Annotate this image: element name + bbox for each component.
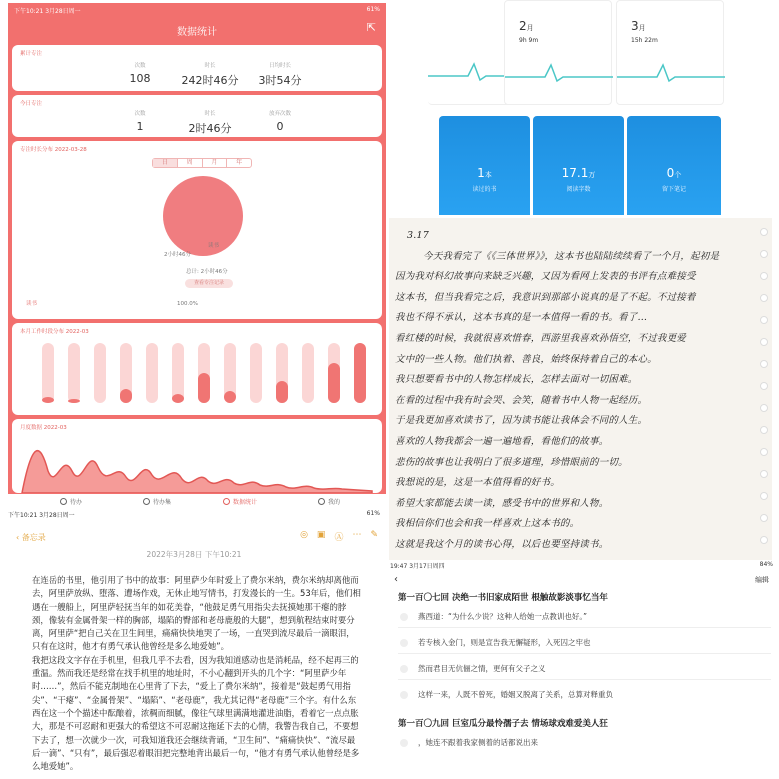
status-battery: 84% xyxy=(759,561,773,568)
handwritten-line: 在看的过程中我有时会哭、会笑，随着书中人物一起经历。 xyxy=(395,394,648,406)
tab-todo-set[interactable] xyxy=(143,494,171,508)
item-text: ，她连不跟着我家侧着的话都说出来 xyxy=(418,738,538,747)
bar-track xyxy=(94,343,106,403)
count-label: 次数 xyxy=(134,63,146,69)
bar xyxy=(276,381,288,403)
handwritten-line: 今天我看完了《《三体世界》》，这本书也陆陆续续看了一个月，起初是 xyxy=(423,250,720,262)
monthly-bar-chart xyxy=(12,335,382,415)
status-left xyxy=(8,510,75,519)
yearly-card xyxy=(12,419,382,493)
handwritten-line: 看红楼的时候，我就很喜欢惜春，西游里我喜欢孙悟空，不过我更爱 xyxy=(395,332,687,344)
range-month[interactable]: 月 xyxy=(203,159,228,167)
bar xyxy=(224,391,236,403)
tile-unit: 本 xyxy=(484,171,492,179)
status-battery: 61% xyxy=(366,6,380,13)
tab-label: 待办 xyxy=(70,498,83,506)
mini-sub: 9h 9m xyxy=(519,37,539,44)
mini-card-mar xyxy=(616,0,724,105)
more-icon[interactable]: ⋯ xyxy=(352,530,362,540)
binder-ring xyxy=(760,382,768,390)
count-value: 108 xyxy=(129,72,151,85)
binder-ring xyxy=(760,360,768,368)
tile-label: 阅读字数 xyxy=(566,186,591,193)
tile-num: 0 xyxy=(666,166,675,180)
tab-stats[interactable] xyxy=(223,494,257,508)
tile-unit: 万 xyxy=(588,171,596,179)
binder-ring xyxy=(760,228,768,236)
bar xyxy=(328,363,340,403)
handwritten-line: 希望大家都能去读一读，感受书中的世界和人物。 xyxy=(395,497,609,509)
cumulative-card xyxy=(12,45,382,91)
today-card xyxy=(12,95,382,137)
back-icon[interactable]: ‹ xyxy=(394,574,398,585)
camera-icon[interactable]: ▣ xyxy=(316,530,326,540)
mini-unit: 月 xyxy=(638,24,646,32)
card-title: 月度数据 2022-03 xyxy=(20,425,67,431)
quote-icon xyxy=(400,739,408,747)
markup-icon[interactable]: Ⓐ xyxy=(334,533,344,543)
tile-num: 17.1 xyxy=(561,166,589,180)
share-icon[interactable]: ⇱ xyxy=(366,21,376,34)
bar xyxy=(42,397,54,403)
status-time: 19:47 xyxy=(390,563,408,570)
distribution-card xyxy=(12,141,382,319)
binder-ring xyxy=(760,536,768,544)
binder-ring xyxy=(760,404,768,412)
handwritten-line: 喜欢的人物我都会一遍一遍地看，看他们的故事。 xyxy=(395,435,609,447)
handwritten-line: 这就是我这个月的读书心得，以后也要坚持读书。 xyxy=(395,538,609,550)
mini-num: 3 xyxy=(631,19,639,33)
range-selector[interactable] xyxy=(152,158,252,168)
binder-ring xyxy=(760,272,768,280)
binder-ring xyxy=(760,470,768,478)
bar xyxy=(198,373,210,403)
mini-num: 2 xyxy=(519,19,527,33)
status-left xyxy=(390,561,445,570)
tile-label: 读过的书 xyxy=(472,186,497,193)
item-text: 燕西道：“为什么少说？这种人给她一点教训也好。” xyxy=(418,612,588,621)
handwritten-line: 于是我更加喜欢读书了，因为读书能让我体会不同的人生。 xyxy=(395,415,648,427)
bar-track xyxy=(42,343,54,403)
binder-ring xyxy=(760,448,768,456)
pie-value-label: 2小时46分 xyxy=(164,252,191,258)
range-year[interactable]: 年 xyxy=(236,159,243,166)
daily-label: 日均时长 xyxy=(268,63,291,69)
page-title: 数据统计 xyxy=(177,27,217,38)
total-label: 总计: 2小时46分 xyxy=(186,269,228,275)
note-body[interactable] xyxy=(32,574,362,773)
checklist-icon[interactable]: ◎ xyxy=(300,530,308,540)
mini-sub: 15h 22m xyxy=(631,37,658,44)
note-date: 2022年3月28日 下午10:21 xyxy=(146,550,242,559)
back-button[interactable]: ‹ 备忘录 xyxy=(16,533,46,542)
binder-ring xyxy=(760,294,768,302)
trend-line xyxy=(505,61,613,85)
duration-value: 242时46分 xyxy=(181,74,239,87)
monthly-card xyxy=(12,323,382,415)
card-title: 今日专注 xyxy=(20,101,43,107)
legend-item: 读书 xyxy=(26,301,38,307)
handwritten-line: 因为我对科幻故事向来缺乏兴趣，又因为看网上发表的书评有点难接受 xyxy=(395,271,696,283)
handwritten-line: 我想说的是，这是一本值得看的好书。 xyxy=(395,477,560,489)
bar xyxy=(172,394,184,403)
paragraph: 我把这段文字存在手机里，但我几乎不去看，因为我知道感动也是消耗品，经不起再三的重温。然而我还是经常在找手机里的地址时，不小心翻到开头的几个字：“阿里萨少年时……”，然后不能克制地在心里背了下去，“爱上了费尔米纳”，接着是“鼓起勇气用指尖”、“干瘪”、“金属骨架”、“塌陷”、“老母鹿”，我尤其记得“老母鹿”三个字。有什么东西在这一个个描述中酝酿着，浓稠而细腻，像往气球里满满地灌进油脂，看着它一点点胀大，那是不可忍耐和更强大的希望这不可忍耐这拖延下去的心情，我警告我自己，不要想下去了，想一次就少一次，可我知道我还会继续背诵，“卫生间”、“痛痛快快”、“流尽最后一滴”、“只有”，最后强忍着眼泪把完整地背出最后一句，“他才有勇气承认他曾经是多么地爱她”。 xyxy=(32,654,360,772)
tab-label: 待办集 xyxy=(153,498,172,506)
divider xyxy=(398,627,771,628)
handwritten-note-photo xyxy=(389,218,772,560)
bar xyxy=(120,389,132,403)
paragraph: 在连岳的书里，他引用了书中的故事：阿里萨少年时爱上了费尔米纳，费尔米纳却离他而去，阿里萨放纵、堕落、遭场作戏，无休止地写情书，打发漫长的一生。53年后，他们相遇在一艘船上，阿里萨轻抚当年的如花美眷，“他鼓足勇气用指尖去抚摸她那干瘪的脖颈，像装有金属骨架一样的胸部，塌陷的臀部和老母鹿般的大腿”，想到航程结束时要分离，阿里萨“把自己关在卫生间里，痛痛快快地哭了一场，一直哭到流尽最后一滴眼泪，只有在这时，他才有勇气承认他曾经是多么地爱她”。 xyxy=(32,575,361,652)
status-battery: 61% xyxy=(366,510,380,517)
bar xyxy=(354,343,366,403)
handwritten-line: 文中的一些人物。他们执着、善良，始终保持着自己的本心。 xyxy=(395,353,657,365)
quote-icon xyxy=(400,639,408,647)
handwritten-line: 我也不得不承认，这本书真的是一本值得一看的书。看了… xyxy=(395,312,648,324)
handwriting xyxy=(395,230,740,560)
bar xyxy=(68,399,80,403)
binder-ring xyxy=(760,250,768,258)
duration-value: 2时46分 xyxy=(188,122,232,135)
notes-screen xyxy=(0,510,388,779)
note-date: 3.17 xyxy=(407,230,429,241)
handwritten-line: 这本书，但当我看完之后，我意识到那部小说真的是了不起。不过接着 xyxy=(395,291,696,303)
status-bar xyxy=(8,3,386,15)
tile-label: 留下笔记 xyxy=(661,186,686,193)
compose-icon[interactable]: ✎ xyxy=(370,530,378,540)
reading-stats-screen xyxy=(388,0,779,215)
chapter-title: 第一百〇七回 决绝一书旧家成陌世 根触故影淡事忆当年 xyxy=(398,593,608,603)
abandon-label: 放弃次数 xyxy=(268,111,291,117)
bar-track xyxy=(146,343,158,403)
binder-ring xyxy=(760,492,768,500)
handwritten-line: 悲伤的故事也让我明白了很多道理，珍惜眼前的一切。 xyxy=(395,456,628,468)
handwritten-line: 我只想要看书中的人物怎样成长，怎样去面对一切困难。 xyxy=(395,374,638,386)
back-label: 备忘录 xyxy=(21,533,46,542)
mini-card-feb xyxy=(504,0,612,105)
tile-unit: 个 xyxy=(674,171,682,179)
toolbar xyxy=(300,530,378,543)
list-item[interactable] xyxy=(400,663,546,674)
trend-line xyxy=(617,61,725,85)
bar-track xyxy=(250,343,262,403)
notes-tile[interactable] xyxy=(627,116,721,215)
list-item[interactable] xyxy=(400,611,587,622)
legend-percent: 100.0% xyxy=(177,301,198,307)
list-icon xyxy=(60,498,67,505)
divider xyxy=(398,653,771,654)
handwritten-line xyxy=(395,556,740,561)
grid-icon xyxy=(143,498,150,505)
abandon-value: 0 xyxy=(276,120,284,133)
binder-ring xyxy=(760,338,768,346)
pomodoro-stats-screen xyxy=(8,3,386,508)
duration-label: 时长 xyxy=(204,63,216,69)
bar-track xyxy=(68,343,80,403)
tab-label: 我的 xyxy=(328,498,341,506)
status-time: 下午10:21 xyxy=(8,512,38,519)
duration-label: 时长 xyxy=(204,111,216,117)
words-read-tile[interactable] xyxy=(533,116,624,215)
binder-ring xyxy=(760,426,768,434)
quote-icon xyxy=(400,665,408,673)
mini-unit: 月 xyxy=(526,24,534,32)
pie-chart xyxy=(162,175,244,257)
count-label: 次数 xyxy=(134,111,146,117)
daily-value: 3时54分 xyxy=(258,74,302,87)
list-item[interactable] xyxy=(400,689,613,700)
books-read-tile[interactable] xyxy=(439,116,530,215)
card-title: 累计专注 xyxy=(20,51,43,57)
list-item[interactable] xyxy=(400,637,591,648)
binder-ring xyxy=(760,514,768,522)
status-date: 3月28日周一 xyxy=(39,512,75,519)
edit-button[interactable]: 编辑 xyxy=(755,576,769,584)
status-date: 3月28日周一 xyxy=(45,8,81,15)
tab-mine[interactable] xyxy=(318,494,340,508)
monthly-area-chart xyxy=(12,431,382,493)
binder-ring xyxy=(760,316,768,324)
book-notes-screen xyxy=(390,561,779,779)
handwritten-line: 我相信你们也会和我一样喜欢上这本书的。 xyxy=(395,518,580,530)
tile-num: 1 xyxy=(477,166,485,180)
quote-icon xyxy=(400,613,408,621)
item-text: 然而君目无伉俪之情，更何有父子之义 xyxy=(418,664,546,673)
tab-todo[interactable] xyxy=(60,494,82,508)
bar-track xyxy=(302,343,314,403)
quote-icon xyxy=(400,691,408,699)
count-value: 1 xyxy=(136,120,144,133)
range-week[interactable]: 周 xyxy=(178,159,203,167)
chapter-title: 第一百〇九回 巨室瓜分最怜孺子去 情场球戏难爱美人狂 xyxy=(398,719,608,729)
pie-icon xyxy=(223,498,230,505)
item-text: 这样一来，人既不曾死，婚姻又脱离了关系，总算对释重负 xyxy=(418,690,613,699)
user-icon xyxy=(318,498,325,505)
view-records-button[interactable]: 查看专注记录 xyxy=(185,279,233,288)
divider xyxy=(398,679,771,680)
tab-label: 数据统计 xyxy=(233,498,258,506)
list-item[interactable] xyxy=(400,737,538,748)
status-time: 下午10:21 xyxy=(14,8,44,15)
range-day[interactable]: 日 xyxy=(153,159,178,167)
card-title: 本月工作时段分布 2022-03 xyxy=(20,329,89,335)
item-text: 若专核入金门，则是宣告我无懈疑形，入死囚之牢也 xyxy=(418,638,591,647)
status-date: 3月17日周四 xyxy=(409,563,445,570)
card-title: 专注时长分布 2022-03-28 xyxy=(20,147,87,153)
pie-label: 读书 xyxy=(208,243,220,249)
